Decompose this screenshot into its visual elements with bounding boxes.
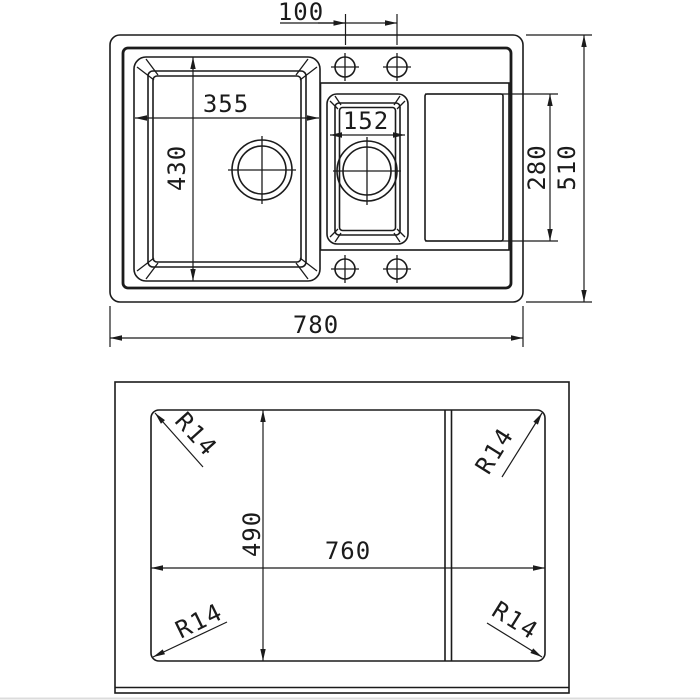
faucet-hole <box>383 53 411 81</box>
dim-small-bowl-width <box>330 107 405 135</box>
top-view-dimensions <box>110 0 592 347</box>
dim-label-overall-width: 780 <box>292 311 340 339</box>
dim-corner-radius-bottom-left <box>153 597 228 657</box>
dim-cutout-width <box>151 537 545 568</box>
dim-overall-width <box>110 306 523 347</box>
dim-label-main-bowl-width: 355 <box>202 90 250 118</box>
dim-label-faucet-hole-spacing: 100 <box>277 0 325 26</box>
dim-label-cutout-width: 760 <box>324 537 372 565</box>
dim-corner-radius-top-left <box>155 407 223 467</box>
radius-label-top-left: R14 <box>169 406 224 463</box>
dim-label-main-bowl-depth: 430 <box>163 144 191 192</box>
drainboard <box>425 94 503 241</box>
faucet-hole <box>331 53 359 81</box>
radius-label-top-right: R14 <box>469 422 520 479</box>
faucet-hole <box>383 255 411 283</box>
dim-label-overall-depth: 510 <box>553 144 581 191</box>
radius-label-bottom-left: R14 <box>171 597 228 645</box>
cutout-divider-lines <box>445 410 452 661</box>
dim-label-small-bowl-width: 152 <box>342 107 390 135</box>
dim-corner-radius-top-right <box>470 413 542 479</box>
radius-label-bottom-right: R14 <box>487 595 544 646</box>
dim-faucet-hole-spacing <box>278 0 397 45</box>
dim-cutout-depth <box>238 410 266 661</box>
dim-corner-radius-bottom-right <box>487 596 544 657</box>
faucet-hole <box>331 255 359 283</box>
main-bowl-drain <box>228 136 296 204</box>
dim-label-cutout-depth: 490 <box>238 510 266 558</box>
dim-main-bowl-depth <box>163 57 193 281</box>
dim-label-drainboard-depth: 280 <box>523 144 551 191</box>
cutout-dimensions <box>151 407 545 661</box>
dim-drainboard-depth <box>425 94 558 241</box>
small-bowl-drain <box>333 137 401 205</box>
dim-main-bowl-width <box>135 90 319 118</box>
